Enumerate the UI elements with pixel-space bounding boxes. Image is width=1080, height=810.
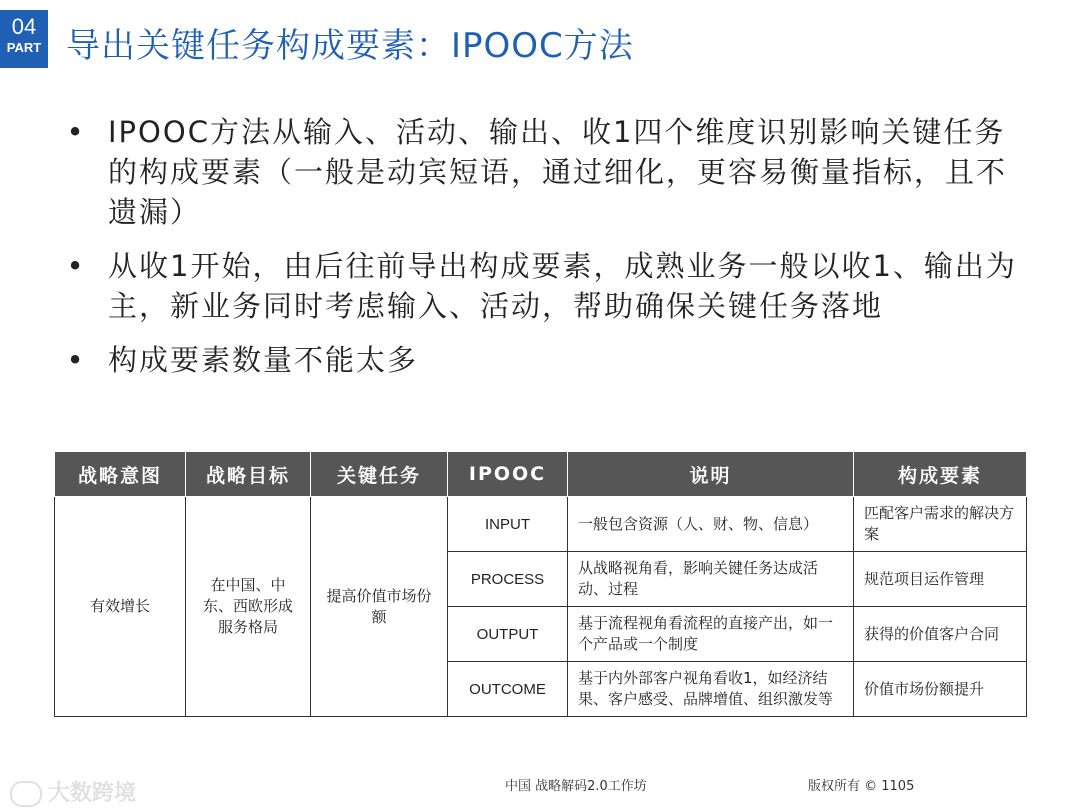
footer-copyright: 版权所有 © 1105 — [808, 779, 915, 794]
part-badge — [0, 10, 48, 68]
watermark — [10, 776, 136, 807]
bullet-item: • 构成要素数量不能太多 — [66, 343, 419, 377]
ipooc-cell: PROCESS — [448, 552, 568, 607]
element-cell: 价值市场份额提升 — [854, 662, 1027, 717]
bullet-list — [66, 112, 1026, 394]
desc-cell: 基于流程视角看流程的直接产出，如一个产品或一个制度 — [568, 607, 854, 662]
header-ipooc: IPOOC — [448, 452, 568, 497]
element-cell: 获得的价值客户合同 — [854, 607, 1027, 662]
bullet-item: • IPOOC方法从输入、活动、输出、收1四个维度识别影响关键任务的构成要素（一般是动宾短语，通过细化，更容易衡量指标，且不遗漏） — [66, 115, 1008, 229]
ipooc-cell: INPUT — [448, 497, 568, 552]
page-title: 导出关键任务构成要素：IPOOC方法 — [66, 26, 634, 66]
intent-cell: 有效增长 — [55, 497, 186, 717]
part-number: 04 — [11, 14, 37, 39]
watermark-text: 大数跨境 — [48, 781, 137, 806]
element-cell: 匹配客户需求的解决方案 — [854, 497, 1027, 552]
header-goal: 战略目标 — [186, 452, 311, 497]
part-label: PART — [6, 40, 42, 55]
ipooc-cell: OUTPUT — [448, 607, 568, 662]
ipooc-cell: OUTCOME — [448, 662, 568, 717]
task-cell: 提高价值市场份额 — [311, 497, 448, 717]
ipooc-table — [54, 451, 1027, 717]
desc-cell: 一般包含资源（人、财、物、信息） — [568, 497, 854, 552]
footer-center: 中国 战略解码2.0工作坊 — [505, 779, 647, 794]
table-row — [55, 497, 1027, 552]
header-element: 构成要素 — [854, 452, 1027, 497]
goal-cell: 在中国、中东、西欧形成服务格局 — [186, 497, 311, 717]
element-cell: 规范项目运作管理 — [854, 552, 1027, 607]
watermark-logo-icon — [10, 781, 42, 807]
header-desc: 说明 — [568, 452, 854, 497]
header-task: 关键任务 — [311, 452, 448, 497]
desc-cell: 基于内外部客户视角看收1，如经济结果、客户感受、品牌增值、组织激发等 — [568, 662, 854, 717]
bullet-item: • 从收1开始，由后往前导出构成要素，成熟业务一般以收1、输出为主，新业务同时考虑输入、活动，帮助确保关键任务落地 — [66, 249, 1017, 323]
desc-cell: 从战略视角看，影响关键任务达成活动、过程 — [568, 552, 854, 607]
header-intent: 战略意图 — [55, 452, 186, 497]
table-header-row — [55, 452, 1027, 497]
